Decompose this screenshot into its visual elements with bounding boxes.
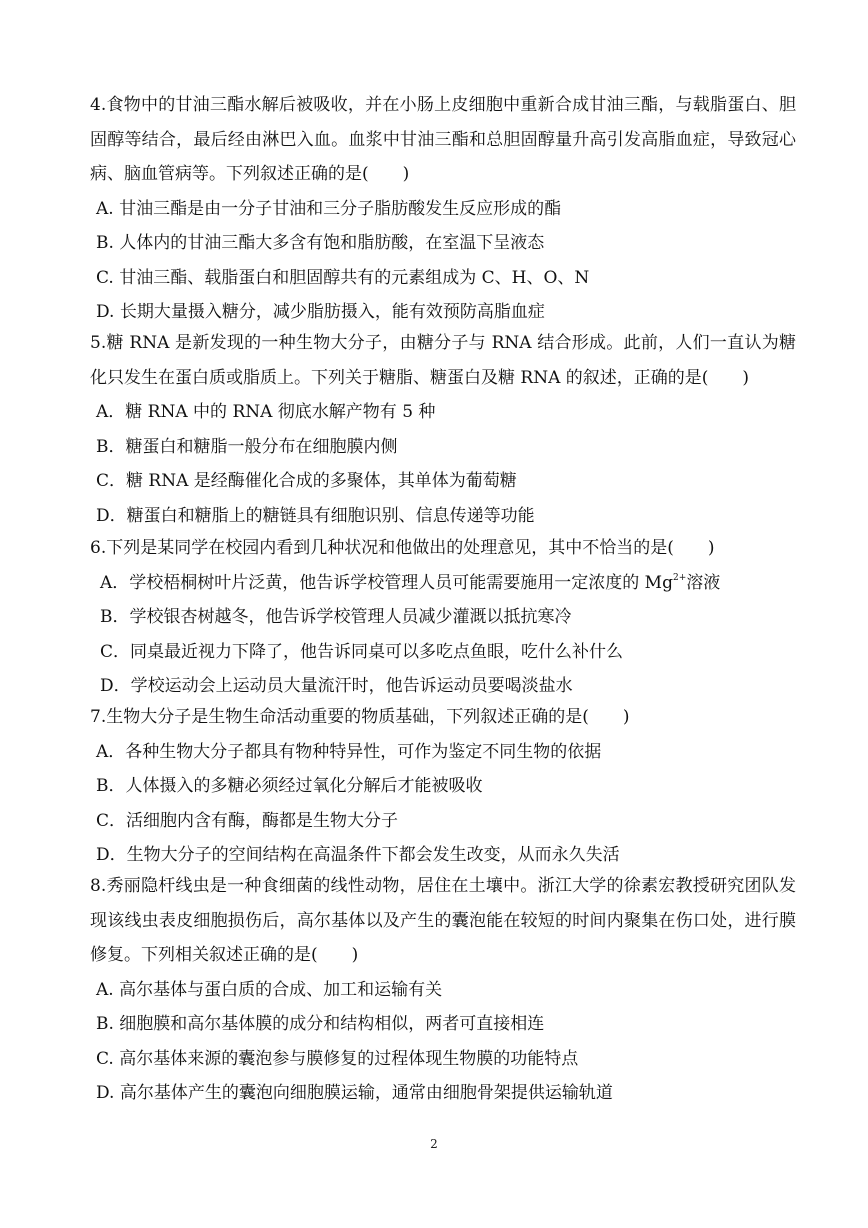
question-5-option-a: A．糖 RNA 中的 RNA 彻底水解产物有 5 种 <box>96 402 436 422</box>
question-6-option-c: C．同桌最近视力下降了，他告诉同桌可以多吃点鱼眼，吃什么补什么 <box>100 641 624 662</box>
question-8-option-b: B. 细胞膜和高尔基体膜的成分和结构相似，两者可直接相连 <box>96 1014 545 1034</box>
question-6 <box>90 531 796 704</box>
question-8-stem: 8.秀丽隐杆线虫是一种食细菌的线性动物，居住在土壤中。浙江大学的徐素宏教授研究团队发现该线虫表皮细胞损伤后，高尔基体以及产生的囊泡能在较短的时间内聚集在伤口处，进行膜修复。下列相关叙述正确的是( ) <box>90 876 796 965</box>
question-4-options <box>90 192 796 330</box>
question-6-option-a-tail: 溶液 <box>686 572 721 593</box>
question-7-option-d: D．生物大分子的空间结构在高温条件下都会发生改变，从而永久失活 <box>96 845 620 865</box>
question-4-option-d: D. 长期大量摄入糖分，减少脂肪摄入，能有效预防高脂血症 <box>96 302 545 322</box>
question-7-options <box>90 735 796 873</box>
question-4 <box>90 88 796 330</box>
question-8-option-a: A. 高尔基体与蛋白质的合成、加工和运输有关 <box>96 979 443 1000</box>
question-7-option-c: C．活细胞内含有酶，酶都是生物大分子 <box>96 810 399 831</box>
question-6-option-d: D．学校运动会上运动员大量流汗时，他告诉运动员要喝淡盐水 <box>100 676 573 696</box>
question-4-option-a: A. 甘油三酯是由一分子甘油和三分子脂肪酸发生反应形成的酯 <box>96 198 562 219</box>
question-5-option-b: B．糖蛋白和糖脂一般分布在细胞膜内侧 <box>96 436 398 457</box>
question-7-option-b: B．人体摄入的多糖必须经过氧化分解后才能被吸收 <box>96 776 483 796</box>
question-5-option-d: D．糖蛋白和糖脂上的糖链具有细胞识别、信息传递等功能 <box>96 505 535 526</box>
question-8-option-c: C. 高尔基体来源的囊泡参与膜修复的过程体现生物膜的功能特点 <box>96 1048 579 1069</box>
question-6-stem: 6.下列是某同学在校园内看到几种状况和他做出的处理意见，其中不恰当的是( ) <box>90 538 715 558</box>
question-4-stem: 4.食物中的甘油三酯水解后被吸收，并在小肠上皮细胞中重新合成甘油三酯，与载脂蛋白、胆固醇等结合，最后经由淋巴入血。血浆中甘油三酯和总胆固醇量升高引发高脂血症，导致冠心病、脑血管病等。下列叙述正确的是( ) <box>90 95 796 184</box>
question-6-option-a-text: A．学校梧桐树叶片泛黄，他告诉学校管理人员可能需要施用一定浓度的 Mg <box>100 572 673 593</box>
question-6-options <box>90 566 796 704</box>
question-8 <box>90 869 796 1111</box>
question-5-stem: 5.糖 RNA 是新发现的一种生物大分子，由糖分子与 RNA 结合形成。此前，人们一直认为糖化只发生在蛋白质或脂质上。下列关于糖脂、糖蛋白及糖 RNA 的叙述，正确的是( ) <box>90 333 796 388</box>
question-8-option-d: D. 高尔基体产生的囊泡向细胞膜运输，通常由细胞骨架提供运输轨道 <box>96 1083 613 1103</box>
page-number: 2 <box>430 1137 438 1151</box>
question-5 <box>90 326 796 533</box>
question-7-option-a: A．各种生物大分子都具有物种特异性，可作为鉴定不同生物的依据 <box>96 741 602 762</box>
question-5-option-c: C．糖 RNA 是经酶催化合成的多聚体，其单体为葡萄糖 <box>96 471 517 491</box>
question-7 <box>90 700 796 873</box>
question-4-option-b: B. 人体内的甘油三酯大多含有饱和脂肪酸，在室温下呈液态 <box>96 233 545 253</box>
question-5-options <box>90 395 796 533</box>
question-4-option-c: C. 甘油三酯、载脂蛋白和胆固醇共有的元素组成为 C、H、O、N <box>96 267 590 288</box>
question-6-option-a-superscript: 2+ <box>672 572 687 583</box>
question-6-option-b: B．学校银杏树越冬，他告诉学校管理人员减少灌溉以抵抗寒冷 <box>100 607 572 627</box>
question-8-options <box>90 973 796 1111</box>
question-6-option-a <box>90 566 796 601</box>
question-7-stem: 7.生物大分子是生物生命活动重要的物质基础，下列叙述正确的是( ) <box>90 707 630 727</box>
